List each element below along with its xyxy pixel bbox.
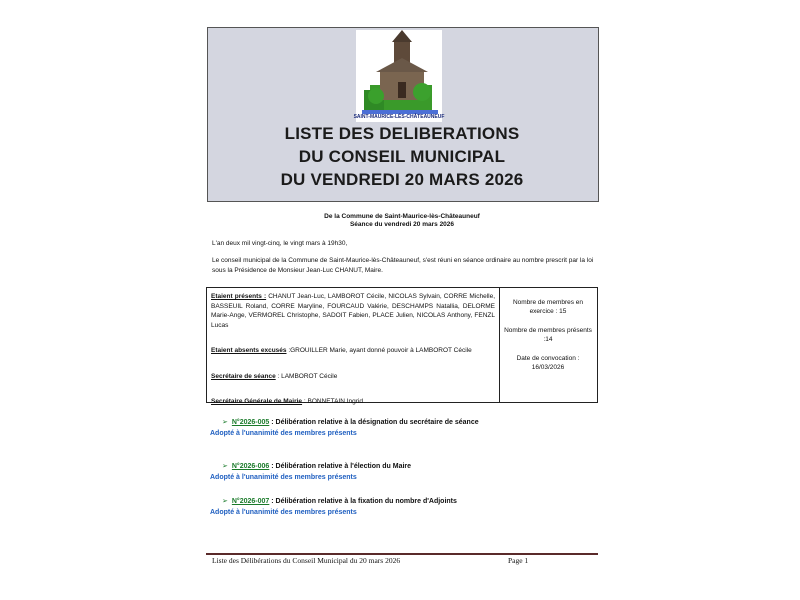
convocation-date: 16/03/2026 <box>531 364 565 371</box>
page-number: Page 1 <box>508 556 529 565</box>
page-title-line2: DU CONSEIL MUNICIPAL <box>298 147 506 166</box>
arrow-bullet-icon: ➢ <box>222 463 228 470</box>
general-secretary-label: Secrétaire Générale de Mairie <box>211 398 303 405</box>
absent-block <box>211 346 495 356</box>
present-label: Etaient présents : <box>211 293 267 300</box>
secretary-block <box>211 372 495 382</box>
deliberation-item <box>222 497 457 507</box>
attendance-table <box>206 287 598 403</box>
attendance-cell <box>211 292 495 413</box>
stats-cell <box>503 298 593 372</box>
deliberation-result: Adopté à l'unanimité des membres présents <box>210 474 357 481</box>
secretary-name: : LAMBOROT Cécile <box>275 372 338 380</box>
arrow-bullet-icon: ➢ <box>222 498 228 505</box>
footer-text: Liste des Délibérations du Conseil Municipal du 20 mars 2026 <box>212 556 401 565</box>
page-title-line3: DU VENDREDI 20 MARS 2026 <box>280 170 524 189</box>
deliberation-title: : Délibération relative à la désignation du secrétaire de séance <box>269 419 479 426</box>
deliberation-item <box>222 462 411 472</box>
deliberation-title: : Délibération relative à la fixation du nombre d'Adjoints <box>269 498 457 505</box>
present-block <box>211 292 495 330</box>
secretary-label: Secrétaire de séance <box>211 372 276 380</box>
session-subheading: Séance du vendredi 20 mars 2026 <box>349 221 455 228</box>
general-secretary-name: : BONNETAIN Ingrid <box>302 398 363 405</box>
deliberation-item <box>222 418 479 428</box>
footer-divider <box>206 553 598 555</box>
arrow-bullet-icon: ➢ <box>222 419 228 426</box>
absent-label: Etaient absents excusés <box>211 347 287 354</box>
deliberation-number[interactable]: N°2026-006 <box>231 463 270 470</box>
deliberation-result: Adopté à l'unanimité des membres présents <box>210 430 357 437</box>
village-logo <box>356 30 442 122</box>
table-divider <box>499 288 500 402</box>
general-secretary-block <box>211 397 495 407</box>
deliberation-number[interactable]: N°2026-005 <box>231 419 270 426</box>
intro-date-paragraph: L'an deux mil vingt-cinq, le vingt mars à 19h30, <box>212 240 348 247</box>
members-present: Nombre de membres présents :14 <box>504 327 592 343</box>
absent-names: :GROUILLER Marie, ayant donné pouvoir à LAMBOROT Cécile <box>286 347 472 354</box>
intro-session-paragraph: Le conseil municipal de la Commune de Saint-Maurice-lès-Châteauneuf, s'est réuni en séance ordinaire au nombre prescrit par la loi sous la Présidence de Monsieur Jean-Luc CHANUT, Maire. <box>212 257 594 274</box>
convocation-label: Date de convocation : <box>516 355 580 362</box>
members-in-office: Nombre de membres en exercice : 15 <box>512 299 584 315</box>
logo-caption: SAINT-MAURICE-LÈS-CHÂTEAUNEUF <box>353 114 445 120</box>
deliberation-title: : Délibération relative à l'élection du Maire <box>269 463 412 470</box>
commune-subheading: De la Commune de Saint-Maurice-lès-Châteauneuf <box>324 213 480 220</box>
present-names: CHANUT Jean-Luc, LAMBOROT Cécile, NICOLAS Sylvain, CORRE Michelle, BASSEUIL Roland, CORRE Maryline, FOURCAUD Valérie, DESCHAMPS Natallia, DELORME Marie-Ange, VERMOREL Christophe, SADOIT Fabien, PLACE Julien, NICOLAS Anthony, FENZL Lucas <box>211 293 496 329</box>
deliberation-number[interactable]: N°2026-007 <box>231 498 270 505</box>
deliberation-result: Adopté à l'unanimité des membres présents <box>210 509 357 516</box>
page-title-line1: LISTE DES DELIBERATIONS <box>284 124 520 143</box>
